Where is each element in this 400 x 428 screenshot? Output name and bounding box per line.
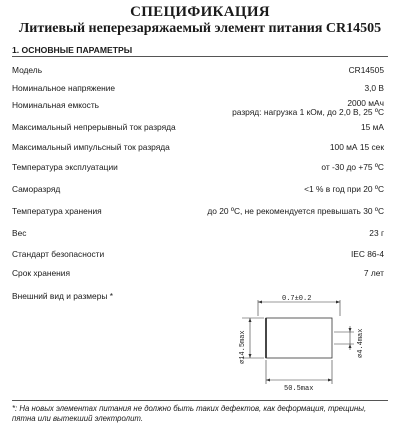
param-label: Вес <box>12 228 27 238</box>
param-label: Максимальный импульсный ток разряда <box>12 142 170 152</box>
page-title: СПЕЦИФИКАЦИЯ <box>130 4 270 20</box>
param-label: Срок хранения <box>12 268 70 278</box>
param-label: Максимальный непрерывный ток разряда <box>12 122 176 132</box>
page-subtitle: Литиевый неперезаряжаемый элемент питания CR14505 <box>18 21 382 36</box>
param-value: <1 % в год при 20 ºС <box>304 184 384 194</box>
param-label: Температура хранения <box>12 206 102 216</box>
param-value: от -30 до +75 ºС <box>321 162 384 172</box>
param-label: Стандарт безопасности <box>12 249 105 259</box>
bottom-dimension-label: 50.5max <box>284 385 314 393</box>
section-divider <box>12 56 388 57</box>
footnote: *: На новых элементах питания не должно быть таких дефектов, как деформация, трещины, пятна или вытекший электролит. <box>12 404 367 423</box>
param-label: Номинальная емкость <box>12 100 100 110</box>
param-value: CR14505 <box>348 65 384 75</box>
param-value-note: разряд: нагрузка 1 кОм, до 2,0 В, 25 ºС <box>232 107 384 117</box>
param-value: 23 г <box>369 228 384 238</box>
param-value: 7 лет <box>363 268 384 278</box>
param-label: Модель <box>12 65 43 75</box>
param-value: IEC 86-4 <box>350 249 384 259</box>
param-label: Температура эксплуатации <box>12 162 118 172</box>
param-value: 15 мА <box>361 122 384 132</box>
top-dimension-label: 0.7±0.2 <box>282 295 312 303</box>
right-dimension-label: ⌀4.4max <box>357 328 365 358</box>
battery-dimension-drawing <box>220 294 380 394</box>
param-label: Саморазряд <box>12 184 61 194</box>
section-title: 1. ОСНОВНЫЕ ПАРАМЕТРЫ <box>12 45 133 55</box>
left-dimension-label: ⌀14.5max <box>239 330 247 364</box>
param-value: 3,0 В <box>364 83 384 93</box>
footer-divider <box>12 400 388 401</box>
param-value: 2000 мАч <box>347 98 384 108</box>
param-value: 100 мА 15 сек <box>329 142 384 152</box>
param-label: Номинальное напряжение <box>12 83 116 93</box>
appearance-label: Внешний вид и размеры * <box>12 291 113 301</box>
param-value: до 20 ºС, не рекомендуется превышать 30 ºС <box>207 206 384 216</box>
battery-body <box>266 318 332 358</box>
